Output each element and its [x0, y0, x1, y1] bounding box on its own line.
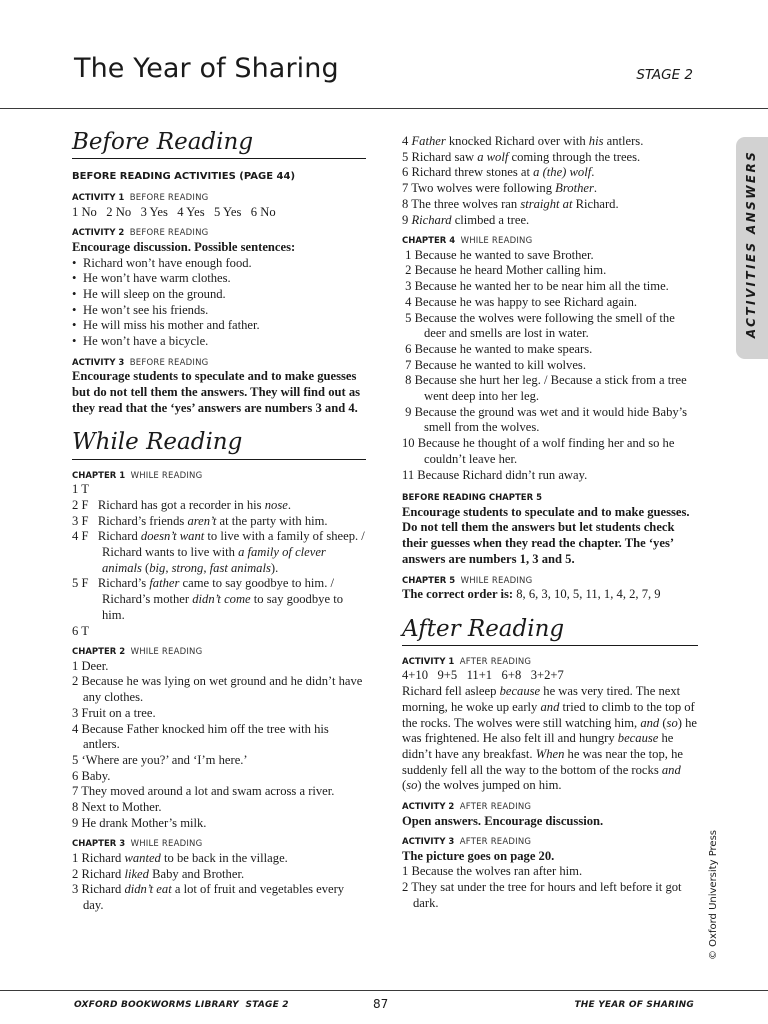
answer-item: 2 Because he was lying on wet ground and he didn’t have any clothes.: [72, 674, 363, 705]
chapter-label: CHAPTER 1 WHILE READING: [72, 470, 203, 481]
answer-item: 6 T: [72, 623, 89, 638]
after-reading-activity-1: [402, 657, 698, 794]
before-reading-subheading: BEFORE READING ACTIVITIES (PAGE 44): [72, 171, 296, 183]
answer-item: 7 Two wolves were following Brother.: [402, 181, 598, 196]
answer-item: 7 Because he wanted to kill wolves.: [402, 357, 586, 372]
chapter-5-answers: [402, 576, 698, 603]
activity-2-bullets: [72, 256, 366, 350]
answer-item: 10 Because he thought of a wolf finding her and so he couldn’t leave her.: [402, 436, 678, 466]
answer-item: 1 Because the wolves ran after him.: [402, 864, 583, 879]
activity-3-list: [402, 864, 698, 911]
before-chapter-5-text: Encourage students to speculate and to make guesses. Do not tell them the answers but let students check their guesses when they read the chapter. The ‘yes’ answers are numbers 1, 3 and 5.: [402, 504, 690, 566]
answer-item: 11 Because Richard didn’t run away.: [402, 467, 588, 482]
answer-item: 6 Baby.: [72, 768, 111, 783]
activity-3-text: Encourage students to speculate and to make guesses but do not tell them the answers. They will find out as they read that the ‘yes’ answers are numbers 3 and 4.: [72, 369, 361, 415]
after-reading-activity-3: [402, 837, 698, 911]
copyright-notice: © Oxford University Press: [708, 829, 719, 960]
activity-label: ACTIVITY 2 BEFORE READING: [72, 228, 209, 239]
chapter-5-order: The correct order is: 8, 6, 3, 10, 5, 11, 1, 4, 2, 7, 9: [402, 586, 661, 601]
chapter-2-list: [72, 659, 366, 832]
activity-1-number-pairs: 4+10 9+5 11+1 6+8 3+2+7: [402, 668, 564, 683]
answer-item: 4 Father knocked Richard over with his antlers.: [402, 134, 644, 148]
chapter-label: CHAPTER 4 WHILE READING: [402, 236, 533, 247]
chapter-label: CHAPTER 2 WHILE READING: [72, 647, 203, 658]
bullet-item: • He won’t see his friends.: [72, 302, 209, 317]
right-column: [402, 134, 698, 920]
chapter-1-answers: [72, 471, 366, 640]
activity-label: ACTIVITY 3 AFTER READING: [402, 837, 532, 848]
answer-item: 5 Richard saw a wolf coming through the trees.: [402, 149, 641, 164]
answer-item: 8 Because she hurt her leg. / Because a stick from a tree went deep into her leg.: [402, 373, 690, 404]
after-reading-activity-2: [402, 802, 698, 829]
chapter-2-answers: [72, 647, 366, 831]
before-reading-activity-1: [72, 193, 366, 220]
answer-item: 1 Richard wanted to be back in the village.: [72, 850, 288, 865]
activity-1-paragraph: Richard fell asleep because he was very tired. The next morning, he woke up early and tried to climb to the top of the rocks. The wolves were still watching him, and (so) he was frightened. He also felt ill and hungry because he didn’t have any breakfast. When he was near the top, he suddenly fell all the way to the bottom of the rocks and (so) the wolves jumped on him.: [402, 684, 697, 793]
answer-item: 4 Because Father knocked him off the tree with his antlers.: [72, 721, 329, 752]
bullet-item: • He won’t have warm clothes.: [72, 271, 231, 286]
chapter-3-answers-part-2: [402, 134, 698, 228]
chapter-3-list-continued: [402, 134, 698, 228]
before-reading-activity-3: [72, 358, 366, 417]
chapter-label: CHAPTER 3 WHILE READING: [72, 839, 203, 850]
answer-item: 2 Because he heard Mother calling him.: [402, 263, 607, 278]
bullet-item: • He won’t have a bicycle.: [72, 334, 209, 349]
activity-2-text: Open answers. Encourage discussion.: [402, 813, 604, 828]
page-number: 87: [373, 997, 389, 1011]
activity-label: ACTIVITY 3 BEFORE READING: [72, 357, 209, 368]
activity-3-intro: The picture goes on page 20.: [402, 848, 555, 863]
after-reading-heading: After Reading: [402, 617, 698, 646]
chapter-3-list: [72, 851, 366, 914]
activity-1-answers: 1 No 2 No 3 Yes 4 Yes 5 Yes 6 No: [72, 204, 276, 219]
answer-item: 3 F Richard’s friends aren’t at the party with him.: [72, 513, 328, 528]
answer-item: 1 T: [72, 482, 89, 497]
chapter-label: CHAPTER 5 WHILE READING: [402, 575, 533, 586]
answer-item: 3 Because he wanted her to be near him all the time.: [402, 279, 669, 294]
before-reading-chapter-5: [402, 493, 698, 567]
answer-item: 3 Fruit on a tree.: [72, 705, 156, 720]
activity-label: ACTIVITY 1 AFTER READING: [402, 656, 532, 667]
answer-item: 5 ‘Where are you?’ and ‘I’m here.’: [72, 752, 248, 767]
stage-label: STAGE 2: [636, 67, 693, 83]
answer-item: 4 F Richard doesn’t want to live with a family of sheep. / Richard wants to live with a family of clever animals (big, strong, fast animals).: [72, 529, 368, 575]
answer-item: 6 Because he wanted to make spears.: [402, 341, 593, 356]
answer-item: 1 Deer.: [72, 658, 109, 673]
answer-item: 8 The three wolves ran straight at Richard.: [402, 196, 619, 211]
answer-item: 1 Because he wanted to save Brother.: [402, 247, 594, 262]
header-divider: [0, 108, 768, 109]
answer-item: 9 He drank Mother’s milk.: [72, 815, 207, 830]
footer-series: OXFORD BOOKWORMS LIBRARY STAGE 2: [74, 1000, 289, 1010]
bullet-item: • He will miss his mother and father.: [72, 318, 260, 333]
footer-divider: [0, 990, 768, 991]
chapter-label: BEFORE READING CHAPTER 5: [402, 493, 543, 504]
left-column: [72, 130, 366, 922]
before-reading-heading: Before Reading: [72, 130, 366, 159]
activity-label: ACTIVITY 2 AFTER READING: [402, 802, 532, 813]
activity-label: ACTIVITY 1 BEFORE READING: [72, 193, 209, 204]
chapter-4-list: [402, 248, 698, 484]
chapter-1-list: [72, 482, 366, 639]
answer-item: 2 F Richard has got a recorder in his nose.: [72, 497, 291, 512]
activities-answers-tab: [736, 137, 768, 359]
answer-item: 3 Richard didn’t eat a lot of fruit and vegetables every day.: [72, 882, 345, 913]
answer-item: 2 They sat under the tree for hours and left before it got dark.: [402, 880, 682, 910]
before-reading-activity-2: [72, 228, 366, 349]
bullet-item: • He will sleep on the ground.: [72, 287, 226, 302]
answer-item: 7 They moved around a lot and swam across a river.: [72, 784, 335, 799]
bullet-item: • Richard won’t have enough food.: [72, 255, 252, 270]
answer-item: 4 Because he was happy to see Richard again.: [402, 294, 638, 309]
answer-item: 2 Richard liked Baby and Brother.: [72, 866, 245, 881]
answer-item: 5 F Richard’s father came to say goodbye to him. / Richard’s mother didn’t come to say goodbye to him.: [72, 576, 347, 622]
chapter-3-answers-part-1: [72, 839, 366, 913]
page-title: The Year of Sharing: [74, 53, 339, 84]
answer-item: 9 Because the ground was wet and it would hide Baby’s smell from the wolves.: [402, 404, 691, 435]
activity-2-intro: Encourage discussion. Possible sentences:: [72, 239, 296, 254]
answer-item: 6 Richard threw stones at a (the) wolf.: [402, 165, 595, 180]
while-reading-heading: While Reading: [72, 430, 366, 459]
answer-item: 9 Richard climbed a tree.: [402, 212, 530, 227]
footer-book-title: THE YEAR OF SHARING: [574, 1000, 694, 1010]
side-tab-label: ACTIVITIES ANSWERS: [744, 149, 758, 339]
answer-item: 5 Because the wolves were following the smell of the deer and smells are lost in water.: [402, 310, 678, 341]
chapter-4-answers: [402, 236, 698, 483]
answer-item: 8 Next to Mother.: [72, 800, 162, 815]
